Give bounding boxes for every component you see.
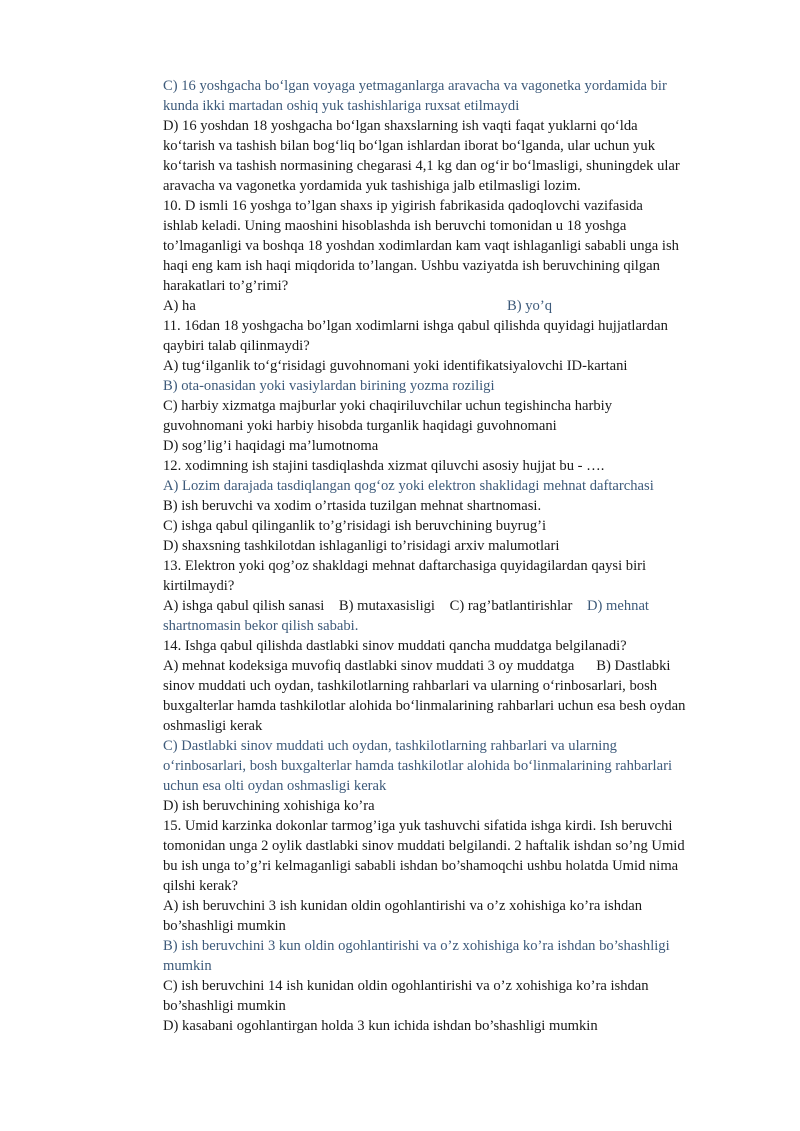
q11-option-d: D) sog’lig’i haqidagi ma’lumotnoma — [163, 438, 379, 454]
q10-text-cont: harakatlari to’g’rimi? — [163, 278, 289, 294]
q15-option-d: D) kasabani ogohlantirgan holda 3 kun ichida ishdan bo’shashligi mumkin — [163, 1018, 598, 1034]
document-page — [163, 76, 743, 1036]
q13-text: 13. Elektron yoki qog’oz shakldagi mehnat daftarchasiga quyidagilardan qaysi biri — [163, 558, 647, 574]
q15-option-c: C) ish beruvchini 14 ish kunidan oldin ogohlantirishi va o’z xohishiga ko’ra ishdan — [163, 978, 649, 994]
q10-options — [163, 296, 743, 316]
q9-option-d-cont: aravacha va vagonetka yordamida yuk tashishiga jalb etilmasligi lozim. — [163, 178, 581, 194]
q14-option-b-cont: buxgalterlar hamda tashkilotlar alohida bo‘linmalarining rahbarlari uchun esa besh oydan — [163, 698, 686, 714]
q13-options — [163, 596, 743, 616]
q11-option-b: B) ota-onasidan yoki vasiylardan birining yozma roziligi — [163, 378, 495, 394]
q9-option-c: C) 16 yoshgacha bo‘lgan voyaga yetmaganlarga aravacha va vagonetka yordamida bir — [163, 78, 667, 94]
q10-text-cont: to’lmaganligi va boshqa 18 yoshdan xodimlardan kam vaqt ishlaganligi sababli unga ish — [163, 238, 679, 254]
q9-option-d: D) 16 yoshdan 18 yoshgacha bo‘lgan shaxslarning ish vaqti faqat yuklarni qo‘lda — [163, 118, 638, 134]
q14-option-b-cont: oshmasligi kerak — [163, 718, 263, 734]
q12-option-d: D) shaxsning tashkilotdan ishlaganligi to’risidagi arxiv malumotlari — [163, 538, 560, 554]
q10-option-b: B) yo’q — [507, 298, 552, 314]
q12-option-a: A) Lozim darajada tasdiqlangan qog‘oz yoki elektron shaklidagi mehnat daftarchasi — [163, 478, 654, 494]
q15-option-a: A) ish beruvchini 3 ish kunidan oldin ogohlantirishi va o’z xohishiga ko’ra ishdan — [163, 898, 643, 914]
q14-option-c-cont: uchun esa olti oydan oshmasligi kerak — [163, 778, 387, 794]
q14-option-a-b: A) mehnat kodeksiga muvofiq dastlabki sinov muddati 3 oy muddatga B) Dastlabki — [163, 658, 671, 674]
q12-option-b: B) ish beruvchi va xodim o’rtasida tuzilgan mehnat shartnomasi. — [163, 498, 542, 514]
q9-option-c-cont: kunda ikki martadan oshiq yuk tashishlariga ruxsat etilmaydi — [163, 98, 520, 114]
q15-option-b-cont: mumkin — [163, 958, 212, 974]
q14-option-c: C) Dastlabki sinov muddati uch oydan, tashkilotlarning rahbarlari va ularning — [163, 738, 617, 754]
q15-text: 15. Umid karzinka dokonlar tarmog’iga yuk tashuvchi sifatida ishga kirdi. Ish beruvchi — [163, 818, 673, 834]
q12-text: 12. xodimning ish stajini tasdiqlashda xizmat qiluvchi asosiy hujjat bu - …. — [163, 458, 605, 474]
q15-text-cont: tomonidan unga 2 oylik dastlabki sinov muddati belgilandi. 2 haftalik ishdan so’ng Umid — [163, 838, 685, 854]
q11-option-c-cont: guvohnomani yoki harbiy hisobda turganlik haqidagi guvohnomani — [163, 418, 557, 434]
q10-text-cont: ishlab keladi. Uning maoshini hisoblashda ish beruvchi tomonidan u 18 yoshga — [163, 218, 627, 234]
q15-text-cont: qilshi kerak? — [163, 878, 238, 894]
q15-option-a-cont: bo’shashligi mumkin — [163, 918, 286, 934]
q13-options-abc: A) ishga qabul qilish sanasi B) mutaxasisligi C) rag’batlantirishlar — [163, 598, 587, 614]
q14-option-b-cont: sinov muddati uch oydan, tashkilotlarning rahbarlari va ularning o‘rinbosarlari, bosh — [163, 678, 658, 694]
q13-option-d: D) mehnat — [586, 598, 649, 614]
q10-text-cont: haqi eng kam ish haqi miqdorida to’langan. Ushbu vaziyatda ish beruvchining qilgan — [163, 258, 660, 274]
q11-option-c: C) harbiy xizmatga majburlar yoki chaqiriluvchilar uchun tegishincha harbiy — [163, 398, 613, 414]
q10-text: 10. D ismli 16 yoshga to’lgan shaxs ip yigirish fabrikasida qadoqlovchi vazifasida — [163, 198, 643, 214]
q11-text-cont: qaybiri talab qilinmaydi? — [163, 338, 310, 354]
q11-text: 11. 16dan 18 yoshgacha bo’lgan xodimlarni ishga qabul qilishda quyidagi hujjatlardan — [163, 318, 668, 334]
q12-option-c: C) ishga qabul qilinganlik to’g’risidagi ish beruvchining buyrug’i — [163, 518, 547, 534]
q14-option-c-cont: o‘rinbosarlari, bosh buxgalterlar hamda tashkilotlar alohida bo‘linmalarining rahbarlari — [163, 758, 672, 774]
q15-option-c-cont: bo’shashligi mumkin — [163, 998, 286, 1014]
q9-option-d-cont: ko‘tarish va tashish normasining chegarasi 4,1 kg dan og‘ir bo‘lmasligi, shuningdek ular — [163, 158, 680, 174]
q13-option-d-cont: shartnomasin bekor qilish sababi. — [163, 618, 359, 634]
q15-text-cont: bu ish unga to’g’ri kelmaganligi sababli ishdan bo’shamoqchi ushbu holatda Umid nima — [163, 858, 679, 874]
q14-option-d: D) ish beruvchining xohishiga ko’ra — [163, 798, 375, 814]
q13-text-cont: kirtilmaydi? — [163, 578, 235, 594]
q9-option-d-cont: ko‘tarish va tashish bilan bog‘liq bo‘lgan ishlardan iborat bo‘lganda, ular uchun yuk — [163, 138, 656, 154]
q11-option-a: A) tug‘ilganlik to‘g‘risidagi guvohnomani yoki identifikatsiyalovchi ID-kartani — [163, 358, 628, 374]
q10-option-a: A) ha — [163, 298, 196, 314]
q14-text: 14. Ishga qabul qilishda dastlabki sinov muddati qancha muddatga belgilanadi? — [163, 638, 627, 654]
q15-option-b: B) ish beruvchini 3 kun oldin ogohlantirishi va o’z xohishiga ko’ra ishdan bo’shashligi — [163, 938, 670, 954]
